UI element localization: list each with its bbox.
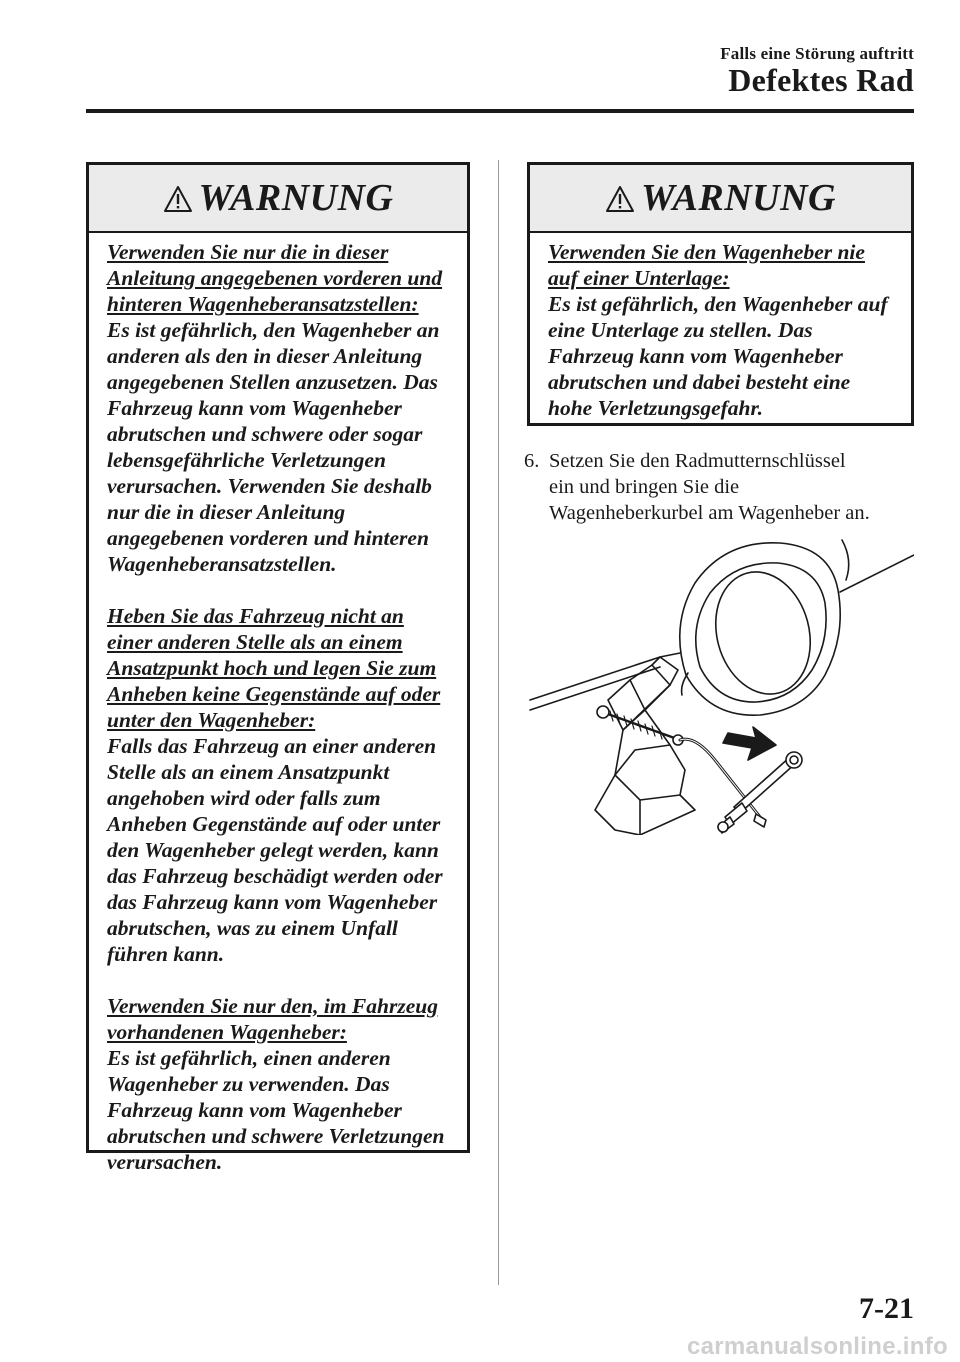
step-number: 6. (524, 450, 540, 472)
warning-heading-line: unter den Wagenheber: (107, 708, 316, 732)
warning-title: WARNUNG (198, 177, 394, 219)
warning-text-line: angegebenen Stellen anzusetzen. Das (107, 370, 438, 394)
warning-text-line: Fahrzeug kann vom Wagenheber (107, 1098, 402, 1122)
warning-header (530, 165, 911, 233)
warning-text-line: Stelle als an einem Ansatzpunkt (107, 760, 390, 784)
section-label: Falls eine Störung auftritt (720, 44, 914, 63)
warning-text-line: Fahrzeug kann vom Wagenheber (107, 396, 402, 420)
warning-header (89, 165, 467, 233)
warning-text-line: Es ist gefährlich, den Wagenheber auf (548, 292, 888, 316)
warning-block (548, 239, 901, 421)
car-fender-arc (842, 540, 849, 580)
warning-heading-line: Anheben keine Gegenstände auf oder (107, 682, 441, 706)
page-title: Defektes Rad (728, 62, 914, 98)
warning-text-line: Wagenheber zu verwenden. Das (107, 1072, 390, 1096)
header-rule (86, 109, 914, 113)
warning-text-line: hohe Verletzungsgefahr. (548, 396, 764, 420)
warning-text-line: Wagenheberansatzstellen. (107, 552, 337, 576)
warning-body (89, 233, 467, 1185)
warning-heading-line: Verwenden Sie nur den, im Fahrzeug (107, 994, 438, 1018)
step-text-line: ein und bringen Sie die (549, 476, 740, 498)
warning-text-line: Falls das Fahrzeug an einer anderen (107, 734, 437, 758)
step-text-line: Setzen Sie den Radmutternschlüssel (549, 450, 846, 472)
warning-text-line: abrutschen und schwere oder sogar (107, 422, 423, 446)
warning-heading-line: Anleitung angegebenen vorderen und (107, 266, 443, 290)
warning-box-left (86, 162, 470, 1174)
car-sill-line (530, 650, 695, 700)
warning-text-line: eine Unterlage zu stellen. Das (548, 318, 813, 342)
warning-text-line: lebensgefährliche Verletzungen (107, 448, 386, 472)
warning-text-line: abrutschen und schwere Verletzungen (107, 1124, 445, 1148)
jack-illustration (520, 535, 914, 835)
warning-text-line: den Wagenheber gelegt werden, kann (107, 838, 439, 862)
warning-heading-line: Verwenden Sie den Wagenheber nie (548, 240, 865, 264)
warning-text-line: das Fahrzeug kann vom Wagenheber (107, 890, 438, 914)
warning-text-line: abrutschen und dabei besteht eine (548, 370, 851, 394)
step-text (549, 448, 924, 526)
warning-heading-line: einer anderen Stelle als an einem (107, 630, 403, 654)
warning-heading-line: auf einer Unterlage: (548, 266, 730, 290)
direction-arrow-icon (723, 727, 776, 760)
warning-text-line: Es ist gefährlich, einen anderen (107, 1046, 391, 1070)
warning-title: WARNUNG (641, 177, 836, 219)
warning-text-line: angegebenen vorderen und hinteren (107, 526, 429, 550)
warning-triangle-icon (605, 185, 635, 213)
paragraph-gap (107, 967, 457, 993)
warning-text-line: verursachen. Verwenden Sie deshalb (107, 474, 432, 498)
warning-box-right (527, 162, 914, 426)
warning-body (530, 233, 911, 431)
watermark: carmanualsonline.info (686, 1333, 948, 1360)
warning-block (107, 603, 457, 967)
column-divider (498, 160, 499, 1285)
warning-heading-line: Heben Sie das Fahrzeug nicht an (107, 604, 404, 628)
warning-heading-line: hinteren Wagenheberansatzstellen: (107, 292, 419, 316)
warning-text-line: Anheben Gegenstände auf oder unter (107, 812, 441, 836)
step-text-line: Wagenheberkurbel am Wagenheber an. (549, 502, 870, 524)
warning-text-line: Es ist gefährlich, den Wagenheber an (107, 318, 440, 342)
warning-heading-line: Ansatzpunkt hoch und legen Sie zum (107, 656, 437, 680)
lug-wrench (680, 739, 802, 833)
step-6 (524, 448, 924, 526)
car-fender-line (840, 555, 914, 592)
warning-text-line: abrutschen, was zu einem Unfall (107, 916, 398, 940)
warning-text-line: nur die in dieser Anleitung (107, 500, 346, 524)
page-number: 7-21 (859, 1292, 914, 1325)
paragraph-gap (107, 577, 457, 603)
warning-text-line: Fahrzeug kann vom Wagenheber (548, 344, 843, 368)
warning-heading-line: vorhandenen Wagenheber: (107, 1020, 347, 1044)
warning-block (107, 993, 457, 1175)
warning-text-line: verursachen. (107, 1150, 223, 1174)
warning-text-line: das Fahrzeug beschädigt werden oder (107, 864, 443, 888)
warning-text-line: angehoben wird oder falls zum (107, 786, 381, 810)
warning-text-line: anderen als den in dieser Anleitung (107, 344, 423, 368)
warning-block (107, 239, 457, 577)
warning-triangle-icon (163, 185, 193, 213)
warning-heading-line: Verwenden Sie nur die in dieser (107, 240, 389, 264)
warning-text-line: führen kann. (107, 942, 225, 966)
tire (680, 543, 840, 715)
